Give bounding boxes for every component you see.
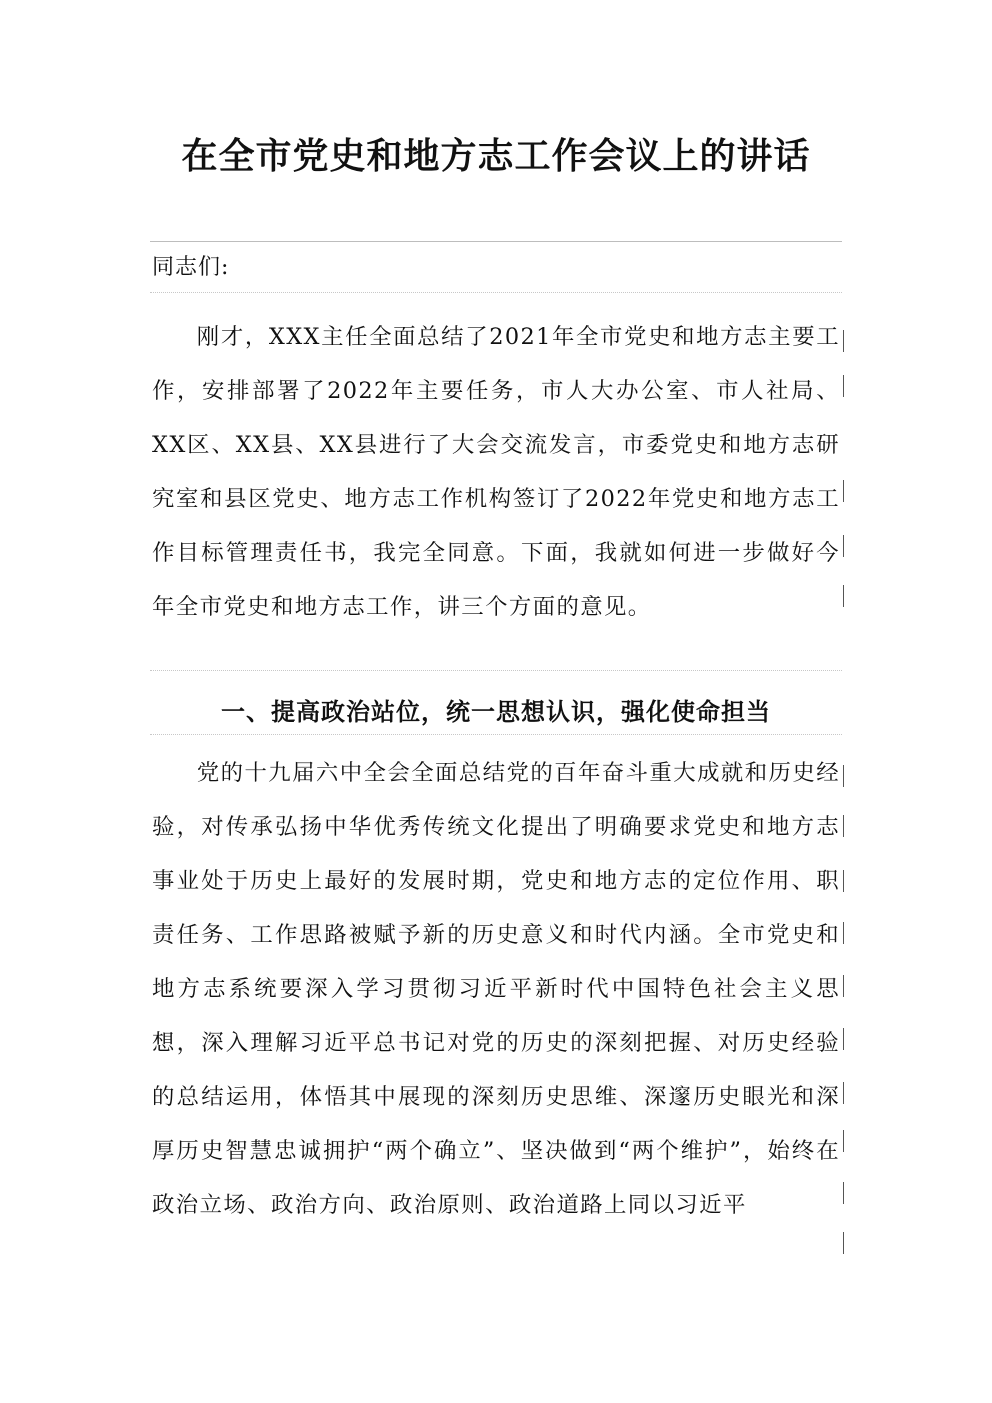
line-end-mark xyxy=(843,330,844,352)
line-end-mark xyxy=(843,815,844,837)
line-end-marks xyxy=(843,0,847,1403)
salutation-bottom-rule xyxy=(150,292,842,293)
line-end-mark xyxy=(843,535,844,557)
heading-bottom-rule xyxy=(150,734,842,735)
section-1-paragraph: 党的十九届六中全会全面总结党的百年奋斗重大成就和历史经验，对传承弘扬中华优秀传统文化提出了明确要求党史和地方志事业处于历史上最好的发展时期，党史和地方志的定位作用、职责任务、工作思路被赋予新的历史意义和时代内涵。全市党史和地方志系统要深入学习贯彻习近平新时代中国特色社会主义思想，深入理解习近平总书记对党的历史的深刻把握、对历史经验的总结运用，体悟其中展现的深刻历史思维、深邃历史眼光和深厚历史智慧忠诚拥护“两个确立”、坚决做到“两个维护”，始终在政治立场、政治方向、政治原则、政治道路上同以习近平 xyxy=(152,760,840,1218)
intro-bottom-rule xyxy=(150,670,842,671)
document-title: 在全市党史和地方志工作会议上的讲话 xyxy=(181,135,811,177)
line-end-mark xyxy=(843,765,844,787)
line-end-mark xyxy=(843,975,844,997)
salutation: 同志们: xyxy=(152,255,230,280)
line-end-mark xyxy=(843,870,844,892)
line-end-mark xyxy=(843,585,844,607)
salutation-top-rule xyxy=(150,241,842,242)
line-end-mark xyxy=(843,1182,844,1204)
line-end-mark xyxy=(843,1232,844,1254)
line-end-mark xyxy=(843,922,844,944)
line-end-mark xyxy=(843,480,844,502)
section-1-heading: 一、提高政治站位，统一思想认识，强化使命担当 xyxy=(221,697,771,726)
line-end-mark xyxy=(843,1028,844,1050)
line-end-mark xyxy=(843,375,844,397)
intro-paragraph: 刚才，XXX主任全面总结了2021年全市党史和地方志主要工作，安排部署了2022年主要任务，市人大办公室、市人社局、XX区、XX县、XX县进行了大会交流发言，市委党史和地方志研究室和县区党史、地方志工作机构签订了2022年党史和地方志工作目标管理责任书，我完全同意。下面，我就如何进一步做好今年全市党史和地方志工作，讲三个方面的意见。 xyxy=(152,324,840,620)
line-end-mark xyxy=(843,1082,844,1104)
line-end-mark xyxy=(843,1130,844,1152)
